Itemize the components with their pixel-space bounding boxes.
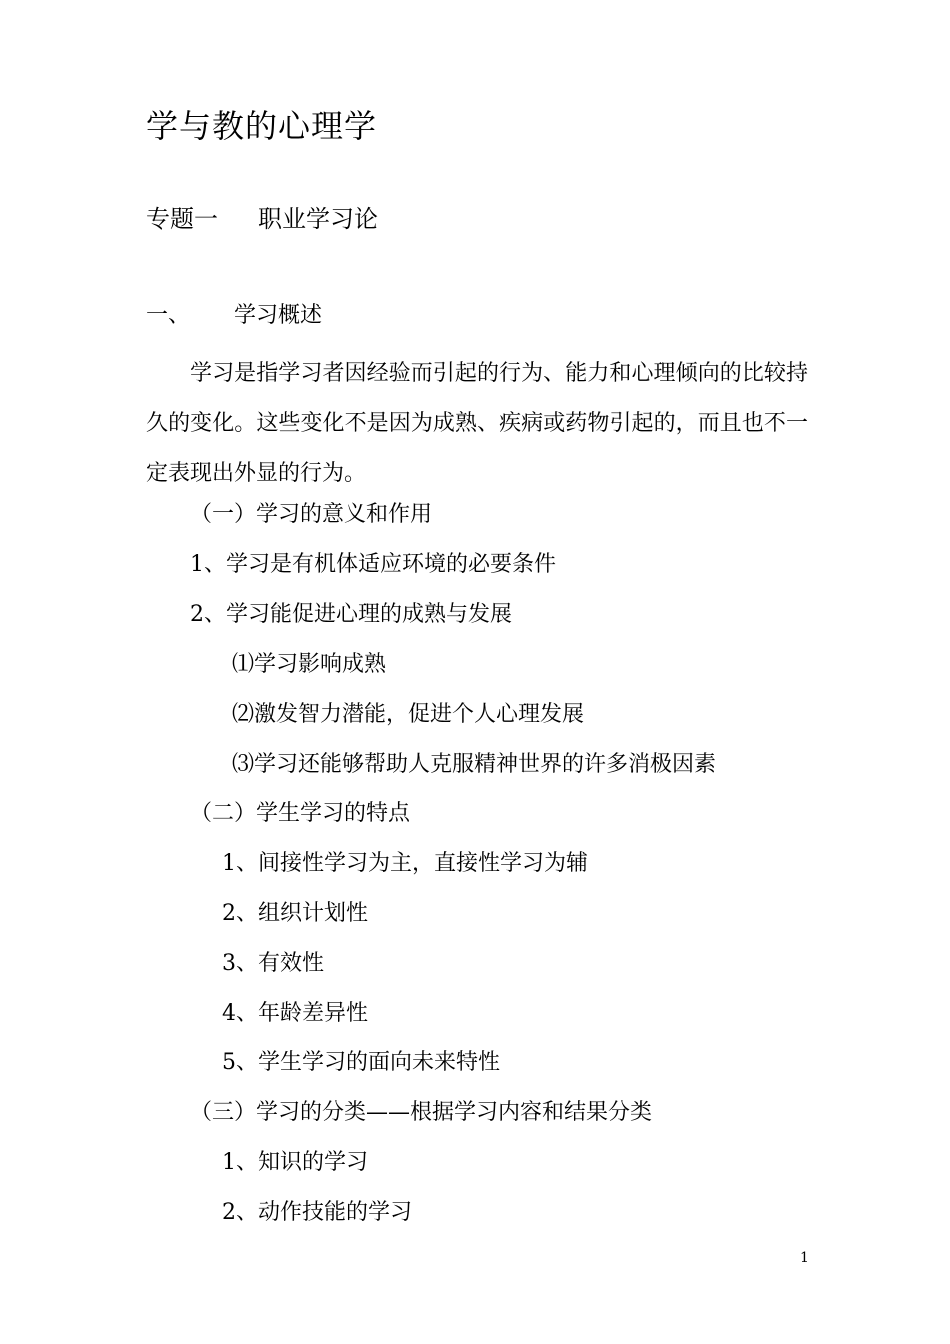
list-item: 2、学习能促进心理的成熟与发展 [190,602,512,627]
subsection-heading-1: （一）学习的意义和作用 [190,502,433,527]
subsection-heading-3: （三）学习的分类——根据学习内容和结果分类 [190,1100,653,1125]
section-number: 一、 [146,303,191,328]
sub-list-item: ⑴学习影响成熟 [232,652,387,677]
list-item: 3、有效性 [222,951,324,976]
list-item: 4、年龄差异性 [222,1001,368,1026]
sub-list-item: ⑶学习还能够帮助人克服精神世界的许多消极因素 [232,752,717,777]
topic-heading [146,207,378,231]
document-title: 学与教的心理学 [146,107,378,145]
topic-name: 职业学习论 [258,205,378,233]
list-item: 1、知识的学习 [222,1150,368,1175]
subsection-heading-2: （二）学生学习的特点 [190,801,411,826]
list-item: 2、组织计划性 [222,901,368,926]
section-name: 学习概述 [234,303,323,328]
topic-label: 专题一 [146,205,218,233]
list-item: 2、动作技能的学习 [222,1200,412,1225]
sub-list-item: ⑵激发智力潜能，促进个人心理发展 [232,702,585,727]
section-heading [146,305,322,327]
list-item: 5、学生学习的面向未来特性 [222,1050,500,1075]
list-item: 1、学习是有机体适应环境的必要条件 [190,552,556,577]
list-item: 1、间接性学习为主，直接性学习为辅 [222,851,588,876]
page-number: 1 [800,1250,809,1266]
intro-paragraph: 学习是指学习者因经验而引起的行为、能力和心理倾向的比较持久的变化。这些变化不是因为成熟、疾病或药物引起的，而且也不一定表现出外显的行为。 [146,361,808,486]
